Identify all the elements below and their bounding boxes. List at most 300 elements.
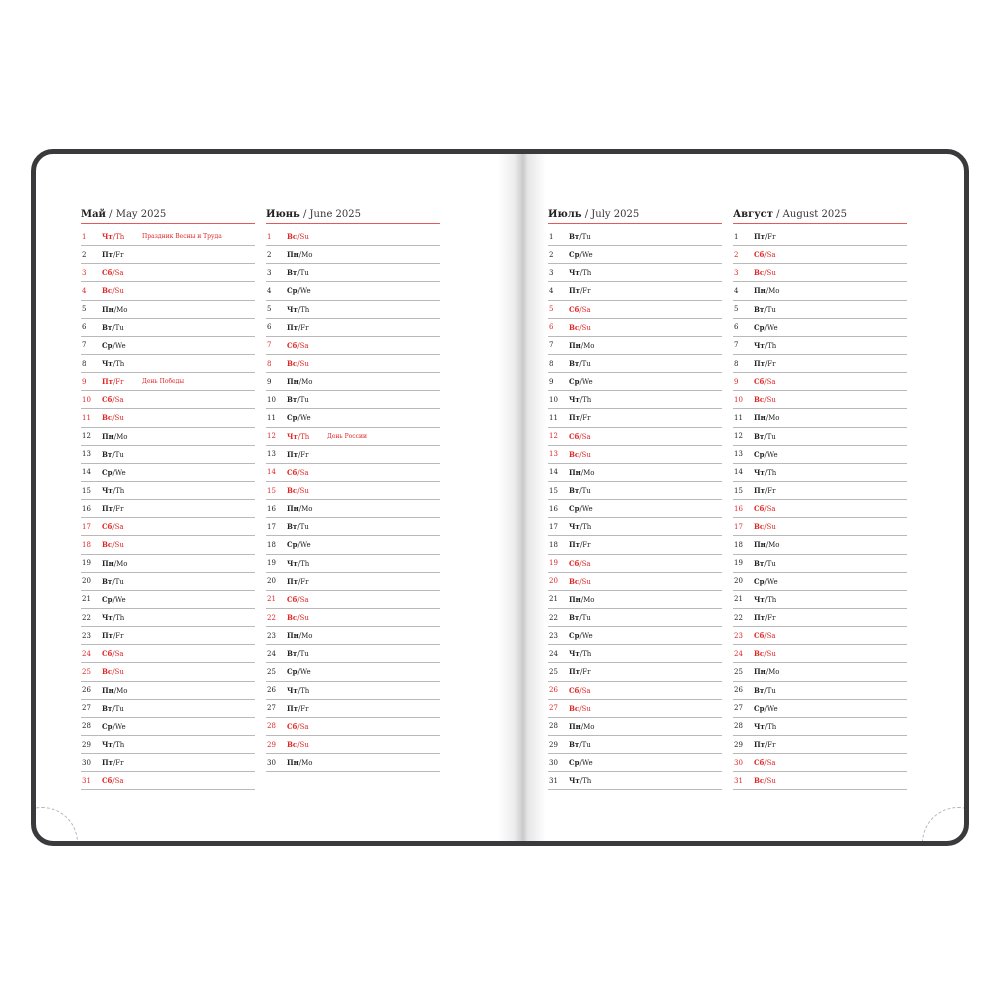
day-number: 29 — [82, 740, 91, 749]
day-row — [733, 446, 907, 464]
weekday-ru: Пт — [569, 667, 580, 677]
weekday-ru: Вс — [102, 667, 113, 677]
weekday — [102, 613, 142, 622]
day-number: 15 — [549, 486, 558, 495]
weekday — [569, 686, 609, 695]
day-number: 20 — [267, 577, 276, 586]
month-may — [81, 208, 255, 790]
day-row — [266, 700, 440, 718]
day-row — [733, 645, 907, 663]
weekday-ru: Чт — [287, 685, 298, 695]
day-row — [81, 627, 255, 645]
day-row — [81, 609, 255, 627]
weekday — [569, 250, 609, 259]
weekday-ru: Чт — [287, 304, 298, 314]
day-row — [733, 536, 907, 554]
weekday-ru: Ср — [569, 377, 580, 387]
weekday — [102, 686, 142, 695]
day-row — [81, 518, 255, 536]
weekday-en: /Fr — [112, 378, 124, 387]
weekday-en: /Fr — [764, 487, 776, 496]
day-number: 1 — [267, 232, 272, 241]
day-row — [733, 228, 907, 246]
weekday-ru: Ср — [569, 250, 580, 260]
weekday-en: /Mo — [113, 305, 128, 314]
weekday-ru: Ср — [102, 594, 113, 604]
weekday-en: /Tu — [764, 432, 776, 441]
weekday-ru: Вт — [569, 359, 580, 369]
day-number: 31 — [82, 776, 91, 785]
weekday-ru: Пт — [754, 359, 765, 369]
month-name-en: / August 2025 — [776, 209, 847, 220]
weekday-en: /Su — [579, 577, 591, 586]
weekday — [102, 286, 142, 295]
weekday — [287, 577, 327, 586]
day-number: 23 — [549, 631, 558, 640]
weekday-ru: Ср — [287, 286, 298, 296]
weekday — [102, 341, 142, 350]
weekday-ru: Чт — [569, 395, 580, 405]
day-row — [81, 301, 255, 319]
day-row — [548, 482, 722, 500]
month-name-en: / May 2025 — [109, 209, 167, 220]
day-row — [548, 391, 722, 409]
day-row — [548, 555, 722, 573]
day-row — [548, 446, 722, 464]
weekday-ru: Сб — [569, 558, 580, 568]
weekday-en: /Sa — [764, 251, 776, 260]
day-row — [81, 536, 255, 554]
weekday-ru: Пт — [569, 286, 580, 296]
day-number: 8 — [267, 359, 272, 368]
weekday — [569, 776, 609, 785]
month-june — [266, 208, 440, 772]
day-number: 26 — [549, 686, 558, 695]
weekday-en: /Fr — [112, 759, 124, 768]
weekday-ru: Вт — [102, 322, 113, 332]
weekday — [287, 504, 327, 513]
day-number: 13 — [734, 450, 743, 459]
day-number: 22 — [267, 613, 276, 622]
day-row — [733, 409, 907, 427]
weekday-en: /Sa — [297, 722, 309, 731]
month-header — [266, 208, 440, 224]
day-number: 30 — [267, 758, 276, 767]
day-row — [266, 663, 440, 681]
weekday-en: /Th — [579, 523, 592, 532]
holiday-label: Праздник Весны и Труда — [142, 233, 222, 241]
day-number: 27 — [549, 704, 558, 713]
day-number: 10 — [82, 395, 91, 404]
weekday — [754, 323, 794, 332]
weekday — [754, 305, 794, 314]
day-row — [548, 319, 722, 337]
day-number: 25 — [267, 667, 276, 676]
month-july — [548, 208, 722, 790]
weekday-ru: Пн — [102, 304, 114, 314]
day-number: 13 — [82, 450, 91, 459]
day-number: 24 — [82, 649, 91, 658]
weekday-ru: Вт — [569, 740, 580, 749]
weekday — [287, 722, 327, 731]
day-number: 30 — [82, 758, 91, 767]
weekday-ru: Вс — [569, 449, 580, 459]
day-number: 3 — [267, 268, 272, 277]
weekday-ru: Чт — [754, 721, 765, 731]
weekday-en: /Tu — [579, 741, 591, 749]
weekday-ru: Вс — [754, 522, 765, 532]
weekday-en: /Fr — [764, 233, 776, 242]
day-row — [266, 337, 440, 355]
weekday-ru: Пн — [754, 413, 766, 423]
weekday — [754, 450, 794, 459]
weekday-en: /Fr — [764, 360, 776, 369]
weekday — [569, 722, 609, 731]
weekday — [754, 250, 794, 259]
day-row — [548, 754, 722, 772]
day-number: 14 — [267, 468, 276, 477]
weekday-ru: Сб — [754, 504, 765, 514]
day-row — [548, 591, 722, 609]
weekday-en: /We — [112, 722, 126, 731]
weekday-en: /Tu — [297, 269, 309, 278]
day-row — [266, 282, 440, 300]
weekday-ru: Чт — [102, 613, 113, 623]
weekday-en: /Mo — [298, 632, 313, 641]
day-row — [733, 464, 907, 482]
weekday-ru: Ср — [569, 504, 580, 514]
weekday-en: /Su — [764, 396, 776, 405]
weekday — [287, 468, 327, 477]
day-row — [81, 409, 255, 427]
weekday-ru: Ср — [569, 631, 580, 641]
day-number: 8 — [549, 359, 554, 368]
weekday — [102, 377, 142, 386]
weekday-en: /Th — [112, 233, 125, 242]
weekday-ru: Пт — [102, 504, 113, 514]
weekday-en: /Su — [764, 269, 776, 278]
day-number: 8 — [82, 359, 87, 368]
day-row — [81, 772, 255, 790]
day-number: 29 — [734, 740, 743, 749]
day-row — [548, 301, 722, 319]
weekday-en: /Sa — [112, 777, 124, 786]
day-number: 21 — [82, 595, 91, 604]
day-number: 21 — [734, 595, 743, 604]
weekday-ru: Вс — [102, 413, 113, 423]
weekday-en: /Sa — [764, 378, 776, 387]
day-number: 1 — [734, 232, 739, 241]
weekday-en: /We — [112, 341, 126, 350]
weekday-ru: Ср — [102, 721, 113, 731]
weekday-en: /Sa — [297, 341, 309, 350]
day-number: 5 — [549, 305, 554, 314]
weekday-en: /Fr — [579, 414, 591, 423]
weekday-ru: Чт — [569, 268, 580, 278]
day-row — [266, 609, 440, 627]
day-row — [733, 609, 907, 627]
weekday-ru: Сб — [754, 377, 765, 387]
day-row — [548, 700, 722, 718]
weekday-ru: Вс — [287, 740, 298, 749]
weekday-ru: Пн — [569, 594, 581, 604]
day-row — [81, 446, 255, 464]
day-number: 11 — [267, 413, 276, 422]
weekday — [102, 305, 142, 314]
weekday — [754, 522, 794, 531]
corner-stitch-right — [922, 807, 969, 846]
day-number: 11 — [82, 413, 91, 422]
day-row — [548, 464, 722, 482]
day-number: 15 — [267, 486, 276, 495]
day-row — [266, 446, 440, 464]
weekday-ru: Пн — [102, 558, 114, 568]
day-number: 20 — [549, 577, 558, 586]
day-row — [733, 246, 907, 264]
weekday-ru: Чт — [287, 431, 298, 441]
weekday-ru: Вс — [102, 540, 113, 550]
day-row — [733, 718, 907, 736]
day-number: 10 — [267, 395, 276, 404]
weekday — [102, 740, 142, 749]
weekday-ru: Вт — [754, 304, 765, 314]
weekday — [754, 667, 794, 676]
day-number: 19 — [267, 559, 276, 568]
weekday — [569, 450, 609, 459]
weekday-en: /Sa — [297, 595, 309, 604]
weekday-ru: Ср — [287, 413, 298, 423]
weekday — [102, 631, 142, 640]
month-header — [548, 208, 722, 224]
corner-stitch-left — [31, 807, 78, 846]
day-row — [266, 264, 440, 282]
weekday — [287, 268, 327, 277]
weekday — [102, 540, 142, 549]
day-number: 3 — [549, 268, 554, 277]
day-number: 21 — [549, 595, 558, 604]
weekday-en: /Tu — [112, 704, 124, 713]
weekday — [102, 522, 142, 531]
weekday-en: /Th — [764, 341, 777, 350]
weekday — [287, 559, 327, 568]
weekday-ru: Пт — [569, 413, 580, 423]
day-row — [733, 500, 907, 518]
weekday-ru: Вт — [287, 522, 298, 532]
day-row — [733, 573, 907, 591]
day-number: 22 — [734, 613, 743, 622]
weekday-ru: Чт — [102, 486, 113, 496]
weekday — [569, 232, 609, 241]
day-number: 14 — [82, 468, 91, 477]
day-number: 27 — [267, 704, 276, 713]
weekday-en: /Su — [112, 414, 124, 423]
weekday-en: /Th — [112, 487, 125, 496]
weekday — [569, 377, 609, 386]
day-number: 16 — [734, 504, 743, 513]
day-row — [548, 409, 722, 427]
weekday — [754, 631, 794, 640]
weekday-en: /Th — [764, 468, 777, 477]
weekday-ru: Чт — [102, 232, 113, 242]
day-number: 26 — [267, 686, 276, 695]
weekday — [102, 722, 142, 731]
weekday — [287, 486, 327, 495]
weekday-ru: Пн — [569, 721, 581, 731]
weekday-en: /Su — [579, 450, 591, 459]
weekday-ru: Вс — [754, 649, 765, 659]
day-row — [81, 428, 255, 446]
weekday-en: /Su — [297, 614, 309, 623]
day-row — [266, 627, 440, 645]
weekday — [102, 395, 142, 404]
weekday — [754, 577, 794, 586]
day-row — [266, 754, 440, 772]
weekday — [569, 595, 609, 604]
weekday — [569, 486, 609, 495]
day-number: 5 — [82, 305, 87, 314]
day-row — [548, 718, 722, 736]
day-row — [548, 228, 722, 246]
day-number: 1 — [82, 232, 87, 241]
weekday — [754, 395, 794, 404]
weekday — [569, 631, 609, 640]
weekday-ru: Пт — [569, 540, 580, 550]
weekday-en: /Sa — [579, 559, 591, 568]
weekday — [754, 504, 794, 513]
day-row — [548, 772, 722, 790]
weekday — [569, 649, 609, 658]
day-row — [81, 718, 255, 736]
weekday-en: /We — [764, 323, 778, 332]
weekday-en: /Tu — [764, 305, 776, 314]
weekday-ru: Чт — [569, 649, 580, 659]
weekday-en: /We — [579, 632, 593, 641]
planner-spread — [31, 149, 969, 846]
weekday-ru: Вс — [287, 486, 298, 496]
weekday — [287, 667, 327, 676]
weekday-en: /Mo — [765, 668, 780, 677]
weekday-en: /Su — [297, 233, 309, 242]
day-number: 19 — [549, 559, 558, 568]
day-row — [548, 645, 722, 663]
weekday-en: /Th — [579, 269, 592, 278]
weekday-ru: Сб — [287, 467, 298, 477]
day-number: 18 — [82, 540, 91, 549]
day-row — [548, 536, 722, 554]
day-number: 10 — [549, 395, 558, 404]
day-number: 3 — [734, 268, 739, 277]
weekday — [102, 758, 142, 767]
weekday-en: /Th — [764, 595, 777, 604]
day-number: 2 — [734, 250, 739, 259]
day-row — [548, 373, 722, 391]
day-row — [548, 428, 722, 446]
weekday-ru: Ср — [569, 758, 580, 768]
binding-gutter — [498, 154, 546, 841]
day-number: 17 — [82, 522, 91, 531]
day-row — [81, 555, 255, 573]
weekday-ru: Ср — [102, 340, 113, 350]
weekday-ru: Пн — [569, 467, 581, 477]
weekday — [569, 540, 609, 549]
weekday-en: /Th — [297, 686, 310, 695]
day-number: 30 — [549, 758, 558, 767]
weekday-en: /Th — [112, 360, 125, 369]
day-row — [266, 464, 440, 482]
day-number: 5 — [267, 305, 272, 314]
day-number: 12 — [82, 432, 91, 441]
day-number: 12 — [549, 432, 558, 441]
weekday — [102, 268, 142, 277]
month-name-ru: Июнь — [266, 209, 300, 220]
weekday — [287, 450, 327, 459]
day-row — [81, 391, 255, 409]
weekday-en: /Mo — [113, 559, 128, 568]
day-number: 17 — [734, 522, 743, 531]
weekday — [569, 559, 609, 568]
weekday-ru: Пт — [102, 250, 113, 260]
weekday-ru: Пт — [287, 322, 298, 332]
day-number: 27 — [82, 704, 91, 713]
weekday-ru: Пн — [569, 340, 581, 350]
weekday-ru: Сб — [102, 268, 113, 278]
day-number: 12 — [267, 432, 276, 441]
day-number: 2 — [549, 250, 554, 259]
weekday — [754, 286, 794, 295]
day-row — [81, 355, 255, 373]
weekday-en: /Sa — [579, 432, 591, 441]
weekday — [287, 432, 327, 441]
day-row — [733, 627, 907, 645]
day-number: 11 — [549, 413, 558, 422]
weekday — [287, 232, 327, 241]
weekday-en: /Mo — [765, 414, 780, 423]
day-row — [266, 682, 440, 700]
weekday-ru: Чт — [754, 594, 765, 604]
weekday — [569, 577, 609, 586]
weekday-en: /Tu — [297, 523, 309, 532]
day-number: 24 — [734, 649, 743, 658]
weekday — [102, 468, 142, 477]
weekday-ru: Ср — [754, 703, 765, 713]
day-row — [81, 663, 255, 681]
weekday-ru: Вс — [754, 776, 765, 786]
day-number: 5 — [734, 305, 739, 314]
day-row — [733, 355, 907, 373]
day-row — [733, 482, 907, 500]
weekday-ru: Чт — [287, 558, 298, 568]
weekday — [102, 595, 142, 604]
weekday — [754, 595, 794, 604]
weekday-en: /Sa — [112, 523, 124, 532]
weekday-en: /Fr — [579, 541, 591, 550]
weekday — [287, 758, 327, 767]
weekday-en: /Mo — [765, 541, 780, 550]
weekday-en: /We — [579, 378, 593, 387]
weekday-en: /Su — [297, 360, 309, 369]
day-row — [733, 518, 907, 536]
weekday — [102, 359, 142, 368]
weekday — [102, 667, 142, 676]
weekday-ru: Пт — [287, 703, 298, 713]
day-number: 4 — [549, 286, 554, 295]
weekday-ru: Вт — [287, 268, 298, 278]
weekday — [754, 758, 794, 767]
day-number: 13 — [549, 450, 558, 459]
day-number: 7 — [267, 341, 272, 350]
weekday — [754, 686, 794, 695]
weekday-ru: Сб — [569, 304, 580, 314]
